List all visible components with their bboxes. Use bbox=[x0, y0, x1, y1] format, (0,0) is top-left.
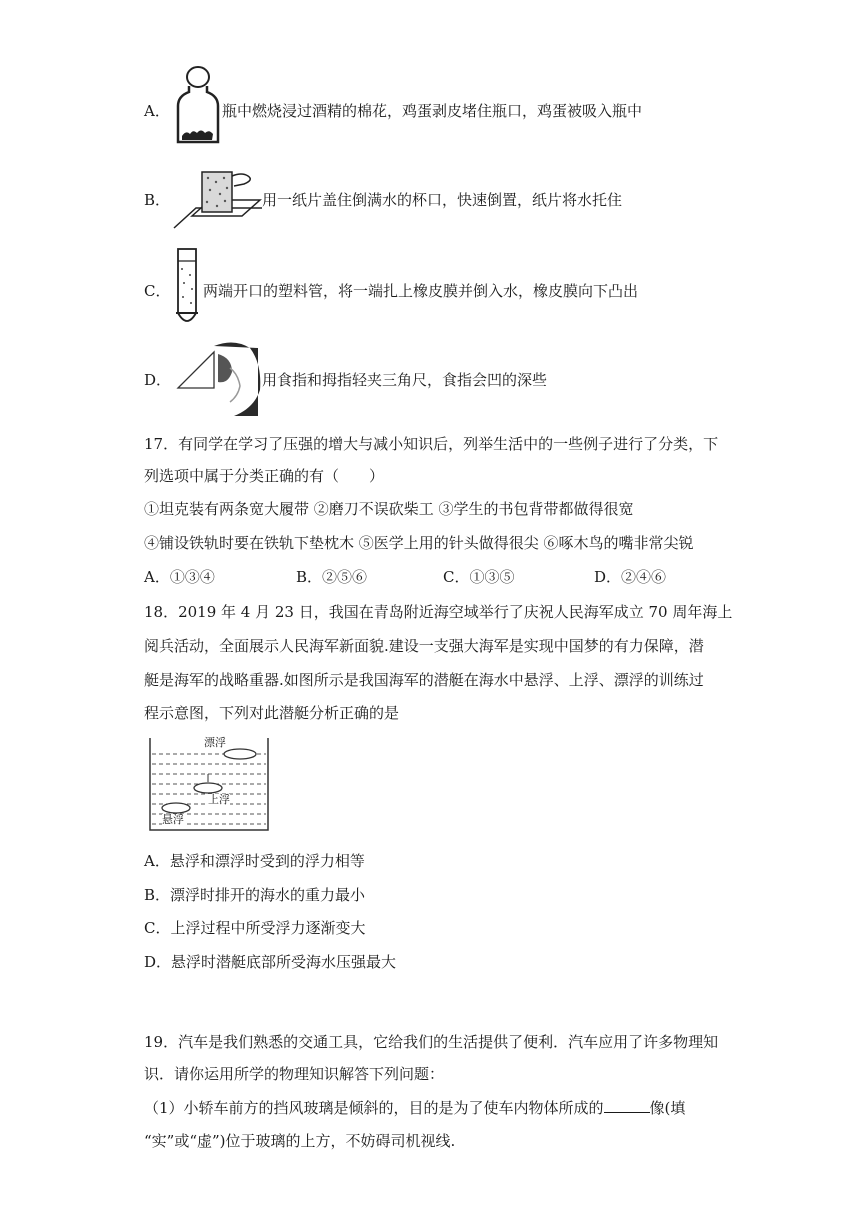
q17-choice-a: A．①③④ bbox=[144, 568, 215, 586]
q17-items-line1: ①坦克装有两条宽大履带 ②磨刀不误砍柴工 ③学生的书包背带都做得很宽 bbox=[144, 500, 634, 518]
q18-option-a: A．悬浮和漂浮时受到的浮力相等 bbox=[144, 852, 365, 870]
tube-membrane-figure bbox=[172, 247, 202, 331]
q18-option-b: B．漂浮时排开的海水的重力最小 bbox=[144, 886, 366, 904]
label-rise: 上浮 bbox=[208, 793, 230, 806]
cup-paper-figure bbox=[172, 166, 262, 230]
q17-choice-d: D．②④⑥ bbox=[594, 568, 667, 586]
q19-sub1-part1: （1）小轿车前方的挡风玻璃是倾斜的，目的是为了使车内物体所成的 bbox=[144, 1099, 604, 1117]
option-letter-d: D． bbox=[144, 371, 172, 389]
q19-sub1-line1 bbox=[144, 1098, 685, 1118]
q17-choice-b: B．②⑤⑥ bbox=[296, 568, 368, 586]
q18-stem-line2: 阅兵活动，全面展示人民海军新面貌.建设一支强大海军是实现中国梦的有力保障，潜 bbox=[144, 637, 704, 655]
option-letter-b: B． bbox=[144, 191, 171, 209]
q18-option-d: D．悬浮时潜艇底部所受海水压强最大 bbox=[144, 953, 397, 971]
q19-stem-line1: 19．汽车是我们熟悉的交通工具，它给我们的生活提供了便利．汽车应用了许多物理知 bbox=[144, 1033, 719, 1051]
bottle-egg-figure bbox=[174, 66, 222, 148]
q19-sub1-part2: 像(填 bbox=[649, 1099, 686, 1117]
q19-stem-line2: 识．请你运用所学的物理知识解答下列问题： bbox=[144, 1065, 445, 1083]
option-letter-c: C． bbox=[144, 282, 171, 300]
q17-items-line2: ④铺设铁轨时要在铁轨下垫枕木 ⑤医学上用的针头做得很尖 ⑥啄木鸟的嘴非常尖锐 bbox=[144, 534, 694, 552]
submarine-rise-shape bbox=[194, 783, 222, 793]
submarine-float-shape bbox=[224, 749, 256, 759]
triangle-ruler-fingers-figure bbox=[174, 338, 262, 418]
submarine-suspend-shape bbox=[162, 803, 190, 813]
submarine-diagram bbox=[148, 738, 270, 832]
option-letter-a: A． bbox=[144, 102, 170, 120]
q18-option-c: C．上浮过程中所受浮力逐渐变大 bbox=[144, 919, 366, 937]
label-suspend: 悬浮 bbox=[162, 813, 184, 826]
q17-choice-c: C．①③⑤ bbox=[443, 568, 515, 586]
q18-stem-line3: 艇是海军的战略重器.如图所示是我国海军的潜艇在海水中悬浮、上浮、漂浮的训练过 bbox=[144, 671, 704, 689]
q19-sub1-line2: “实”或“虚”)位于玻璃的上方，不妨碍司机视线. bbox=[144, 1132, 456, 1150]
option-text-b: 用一纸片盖住倒满水的杯口，快速倒置，纸片将水托住 bbox=[262, 191, 623, 209]
q18-stem-line4: 程示意图，下列对此潜艇分析正确的是 bbox=[144, 704, 400, 722]
q18-stem-line1: 18．2019 年 4 月 23 日，我国在青岛附近海空域举行了庆祝人民海军成立 70 周年海上 bbox=[144, 603, 733, 621]
option-text-c: 两端开口的塑料管，将一端扎上橡皮膜并倒入水，橡皮膜向下凸出 bbox=[203, 282, 639, 300]
q17-stem-line1: 17．有同学在学习了压强的增大与减小知识后，列举生活中的一些例子进行了分类，下 bbox=[144, 435, 719, 453]
option-text-a: 瓶中燃烧浸过酒精的棉花，鸡蛋剥皮堵住瓶口，鸡蛋被吸入瓶中 bbox=[222, 102, 643, 120]
q17-stem-line2: 列选项中属于分类正确的有（ ） bbox=[144, 467, 385, 485]
option-text-d: 用食指和拇指轻夹三角尺，食指会凹的深些 bbox=[262, 371, 548, 389]
label-float: 漂浮 bbox=[204, 736, 226, 749]
answer-blank[interactable] bbox=[604, 1098, 650, 1113]
